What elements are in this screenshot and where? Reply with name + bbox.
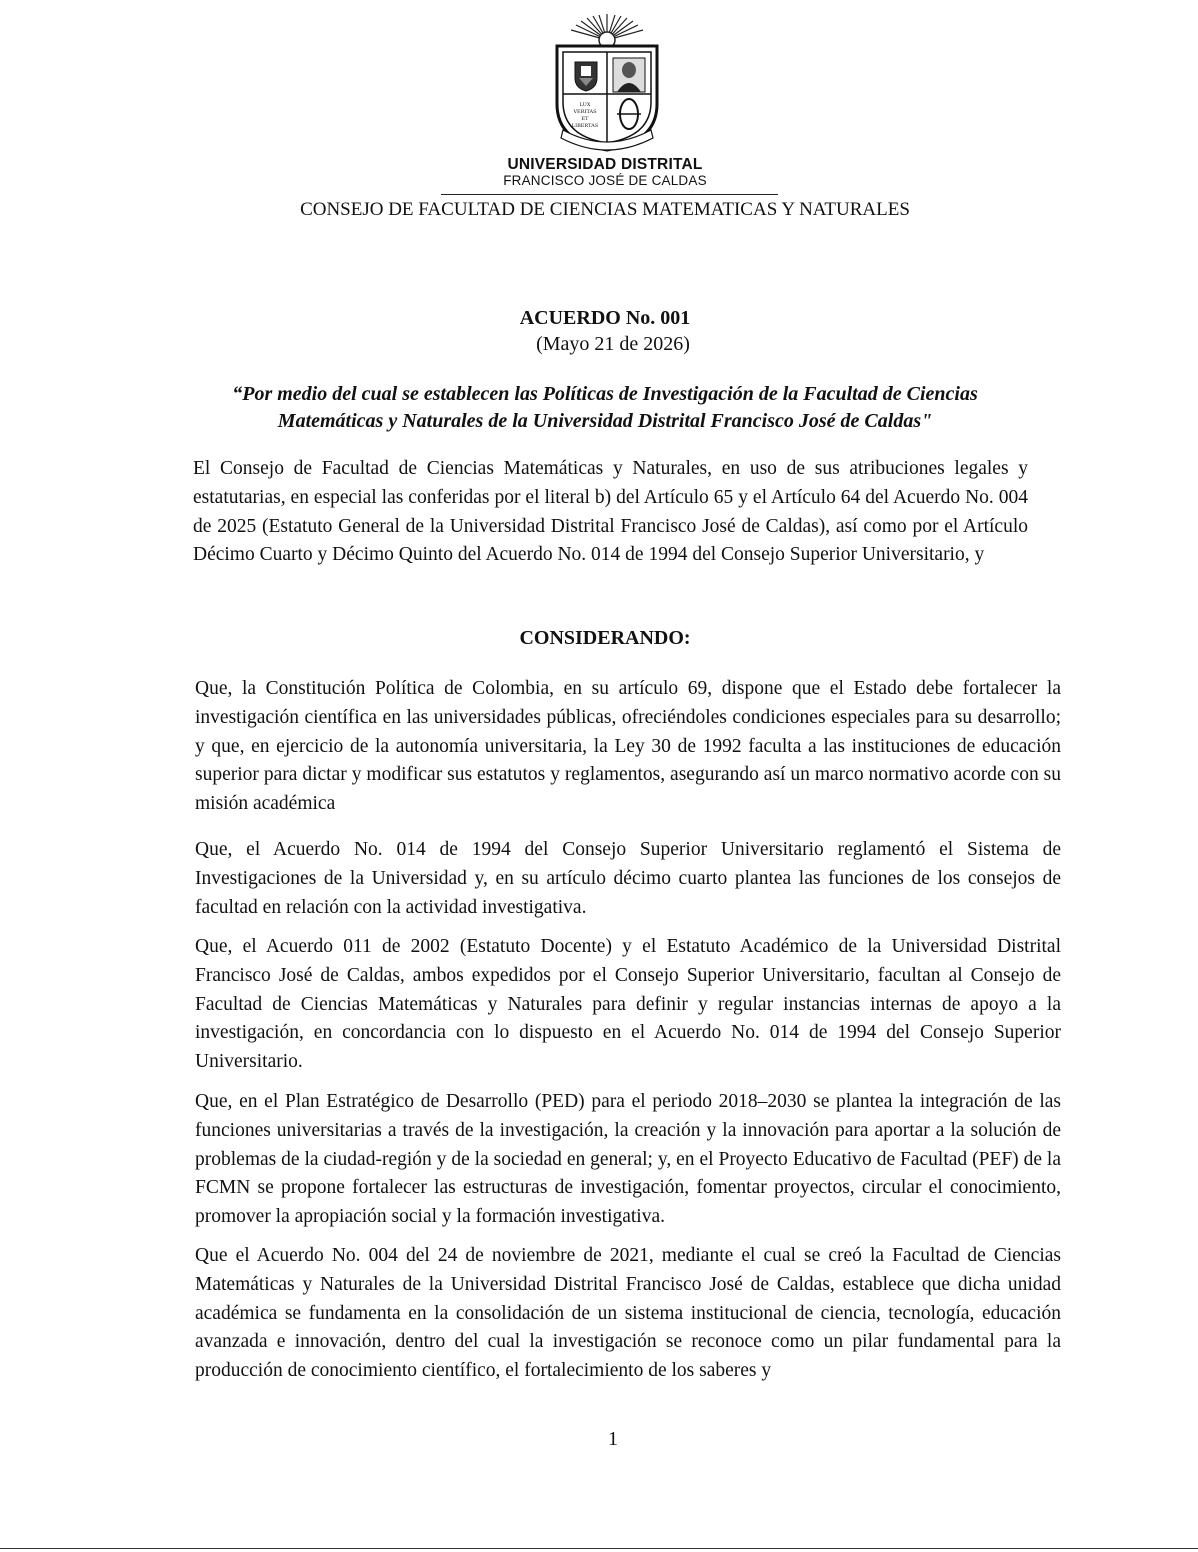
university-name: UNIVERSIDAD DISTRITAL xyxy=(507,156,703,173)
considerando-paragraph: Que el Acuerdo No. 004 del 24 de noviembre de 2021, mediante el cual se creó la Facultad de Ciencias Matemáticas y Naturales de la Universidad Distrital Francisco José de Caldas, establece que dicha unidad académica se fundamenta en la consolidación de un sistema institucional de ciencia, tecnología, educación avanzada e innovación, dentro del cual la investigación se reconoce como un pilar fundamental para la producción de conocimiento científico, el fortalecimiento de los saberes y xyxy=(195,1245,1061,1382)
university-logo xyxy=(549,12,665,156)
svg-text:LIBERTAS: LIBERTAS xyxy=(571,123,599,129)
document-date: (Mayo 21 de 2026) xyxy=(536,333,690,355)
considerando-paragraph: Que, el Acuerdo No. 014 de 1994 del Consejo Superior Universitario reglamentó el Sistema de Investigaciones de la Universidad y, en su artículo décimo cuarto plantea las funciones de los consejos de facultad en relación con la actividad investigativa. xyxy=(195,839,1061,918)
considerando-paragraph: Que, el Acuerdo 011 de 2002 (Estatuto Docente) y el Estatuto Académico de la Universidad Distrital Francisco José de Caldas, ambos expedidos por el Consejo Superior Universitario, facultan al Consejo de Facultad de Ciencias Matemáticas y Naturales para definir y regular instancias internas de apoyo a la investigación, en concordancia con lo dispuesto en el Acuerdo No. 014 de 1994 del Consejo Superior Universitario. xyxy=(195,936,1061,1073)
preamble-paragraph: El Consejo de Facultad de Ciencias Matemáticas y Naturales, en uso de sus atribuciones legales y estatutarias, en especial las conferidas por el literal b) del Artículo 65 y el Artículo 64 del Acuerdo No. 004 de 2025 (Estatuto General de la Universidad Distrital Francisco José de Caldas), así como por el Artículo Décimo Cuarto y Décimo Quinto del Acuerdo No. 014 de 1994 del Consejo Superior Universitario, y xyxy=(193,458,1028,566)
considerando-paragraph: Que, la Constitución Política de Colombia, en su artículo 69, dispone que el Estado debe fortalecer la investigación científica en las universidades públicas, ofreciéndoles condiciones especiales para su desarrollo; y que, en ejercicio de la autonomía universitaria, la Ley 30 de 1992 faculta a las instituciones de educación superior para dictar y modificar sus estatutos y reglamentos, asegurando así un marco normativo acorde con su misión académica xyxy=(195,678,1061,815)
portrait-icon xyxy=(613,58,645,92)
considerando-heading: CONSIDERANDO: xyxy=(519,627,691,649)
considerando-paragraph: Que, en el Plan Estratégico de Desarrollo (PED) para el periodo 2018–2030 se plantea la integración de las funciones universitarias a través de la investigación, la creación y la innovación para aportar a la solución de problemas de la ciudad-región y de la sociedad en general; y, en el Proyecto Educativo de Facultad (PEF) de la FCMN se propone fortalecer las estructuras de investigación, fomentar proyectos, circular el conocimiento, promover la apropiación social y la formación investigativa. xyxy=(195,1091,1061,1228)
shield-icon xyxy=(575,62,597,91)
svg-text:VERITAS: VERITAS xyxy=(573,109,597,115)
document-title-line-1: “Por medio del cual se establecen las Políticas de Investigación de la Facultad de Ciencias xyxy=(232,383,978,405)
document-title xyxy=(0,381,1198,435)
svg-text:LUX: LUX xyxy=(579,102,591,108)
svg-text:ET: ET xyxy=(581,116,589,122)
header-divider xyxy=(441,194,778,195)
page-number: 1 xyxy=(608,1428,618,1450)
page-bottom-edge xyxy=(0,1548,1198,1549)
university-subname: FRANCISCO JOSÉ DE CALDAS xyxy=(503,173,707,188)
document-heading: ACUERDO No. 001 xyxy=(519,307,691,329)
council-name: CONSEJO DE FACULTAD DE CIENCIAS MATEMATICAS Y NATURALES xyxy=(300,199,910,220)
document-title-line-2: Matemáticas y Naturales de la Universidad Distrital Francisco José de Caldas" xyxy=(277,410,933,432)
